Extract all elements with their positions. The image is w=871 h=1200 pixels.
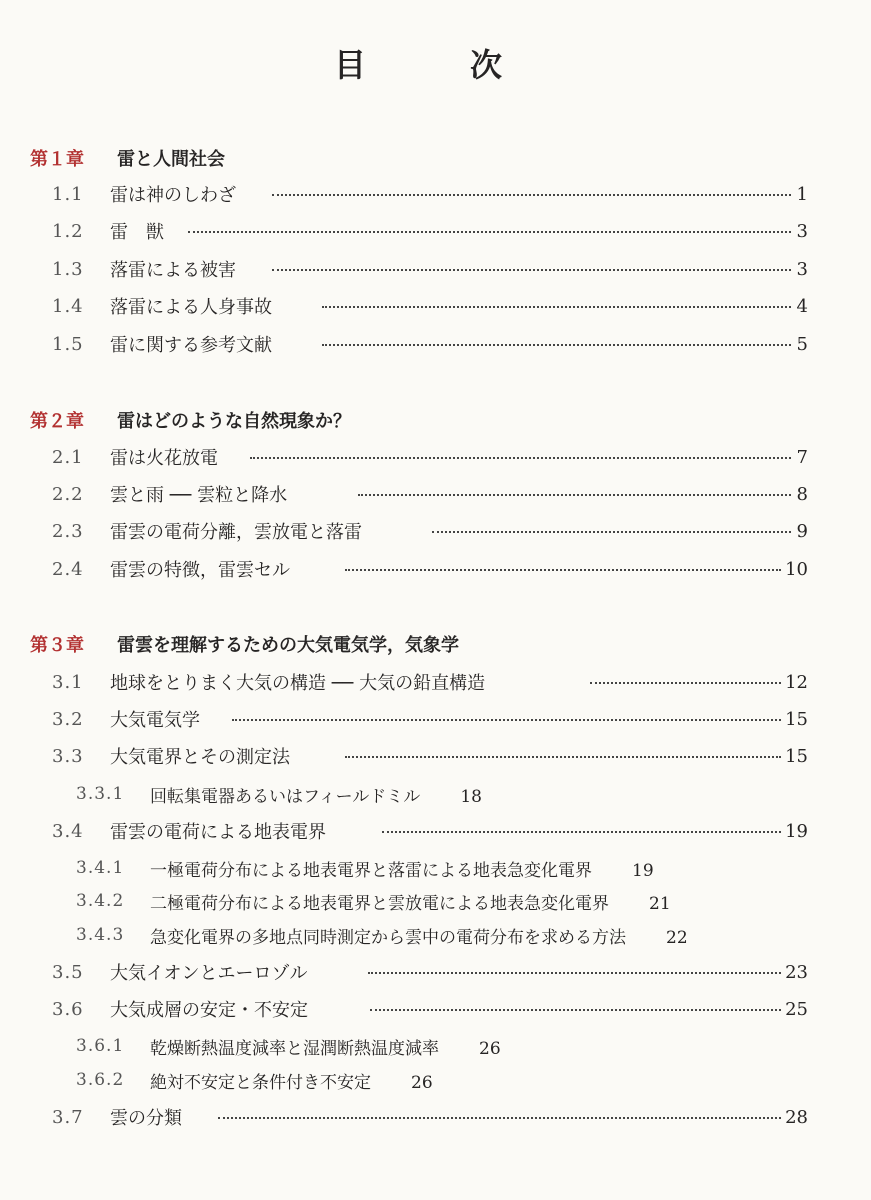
subsection-title: 一極電荷分布による地表電界と落雷による地表急変化電界 19 [150,860,654,881]
section-title: 雷雲の電荷による地表電界 [110,822,326,843]
toc-chapter-3[interactable] [0,629,871,659]
subsection-number: 3.6.2 [76,1070,125,1090]
toc-entry-3-6-1[interactable] [0,1031,871,1061]
toc-entry-2-1[interactable] [0,442,871,472]
toc-entry-3-7[interactable] [0,1102,871,1132]
subsection-title: 絶対不安定と条件付き不安定 26 [150,1072,433,1093]
toc-entry-3-3-1[interactable] [0,779,871,809]
subsection-title: 二極電荷分布による地表電界と雲放電による地表急変化電界 21 [150,893,671,914]
page-number: 1 [796,183,808,205]
toc-entry-1-2[interactable] [0,216,871,246]
page-number: 15 [785,745,808,767]
dot-leader [322,306,791,308]
toc-entry-1-4[interactable] [0,291,871,321]
page-number: 22 [666,927,688,948]
toc-entry-3-4-3[interactable] [0,920,871,950]
subsection-title: 回転集電器あるいはフィールドミル 18 [150,786,482,807]
subsection-number: 3.4.3 [76,925,125,945]
toc-entry-2-2[interactable] [0,479,871,509]
section-number: 3.1 [52,671,84,693]
section-number: 3.6 [52,998,84,1020]
page-number: 10 [785,558,808,580]
toc-chapter-1[interactable] [0,143,871,173]
section-number: 2.3 [52,520,84,542]
title-char-1: 目 [334,46,367,84]
subsection-number: 3.4.1 [76,858,125,878]
toc-entry-3-4-1[interactable] [0,853,871,883]
dot-leader [188,231,791,233]
page-number: 28 [785,1106,808,1128]
dot-leader [368,972,781,974]
dot-leader [345,756,781,758]
toc-entry-1-5[interactable] [0,329,871,359]
chapter-title: 雷はどのような自然現象か？ [117,411,351,432]
chapter-title: 雷雲を理解するための大気電気学，気象学 [117,635,459,656]
page-number: 26 [411,1072,433,1093]
section-title: 雷雲の特徴，雷雲セル [110,560,290,581]
toc-entry-1-1[interactable] [0,179,871,209]
page-number: 26 [479,1038,501,1059]
section-number: 1.4 [52,295,84,317]
section-title: 大気電界とその測定法 [110,747,290,768]
section-number: 3.4 [52,820,84,842]
toc-chapter-2[interactable] [0,405,871,435]
toc-entry-3-2[interactable] [0,704,871,734]
section-title: 地球をとりまく大気の構造 ── 大気の鉛直構造 [110,673,486,694]
section-title: 雷 獣 [110,222,164,243]
section-number: 2.2 [52,483,84,505]
section-title: 雷雲の電荷分離，雲放電と落雷 [110,522,362,543]
section-number: 3.5 [52,961,84,983]
page-number: 12 [785,671,808,693]
page-number: 3 [796,220,808,242]
dot-leader [590,682,781,684]
section-title: 大気成層の安定・不安定 [110,1000,308,1021]
section-number: 1.5 [52,333,84,355]
section-title: 落雷による被害 [110,260,236,281]
page-number: 19 [785,820,808,842]
dot-leader [432,531,791,533]
section-number: 1.1 [52,183,84,205]
page-number: 18 [460,786,482,807]
dot-leader [382,831,781,833]
subsection-title: 急変化電界の多地点同時測定から雲中の電荷分布を求める方法 22 [150,927,688,948]
title-char-2: 次 [470,46,503,84]
dot-leader [218,1117,781,1119]
page-number: 4 [796,295,808,317]
toc-entry-1-3[interactable] [0,254,871,284]
section-number: 1.3 [52,258,84,280]
dot-leader [345,569,781,571]
section-number: 3.3 [52,745,84,767]
section-title: 大気電気学 [110,710,200,731]
page-number: 21 [649,893,671,914]
subsection-title: 乾燥断熱温度減率と湿潤断熱温度減率 26 [150,1038,501,1059]
toc-entry-3-4[interactable] [0,816,871,846]
page-number: 3 [796,258,808,280]
toc-entry-2-3[interactable] [0,516,871,546]
chapter-title: 雷と人間社会 [117,149,225,170]
toc-entry-3-6-2[interactable] [0,1065,871,1095]
page-number: 8 [796,483,808,505]
section-title: 雲と雨 ── 雲粒と降水 [110,485,288,506]
page-number: 7 [796,446,808,468]
section-title: 雷は神のしわざ [110,185,236,206]
dot-leader [250,457,791,459]
page-number: 23 [785,961,808,983]
toc-entry-3-3[interactable] [0,741,871,771]
page-number: 9 [796,520,808,542]
chapter-number: 第１章 [30,149,84,170]
page-number: 19 [632,860,654,881]
section-title: 大気イオンとエーロゾル [110,963,308,984]
section-number: 2.4 [52,558,84,580]
dot-leader [358,494,791,496]
dot-leader [322,344,791,346]
section-number: 3.7 [52,1106,84,1128]
section-title: 落雷による人身事故 [110,297,272,318]
toc-entry-3-1[interactable] [0,667,871,697]
page-number: 5 [796,333,808,355]
toc-entry-2-4[interactable] [0,554,871,584]
chapter-number: 第３章 [30,635,84,656]
section-title: 雷に関する参考文献 [110,335,272,356]
toc-entry-3-5[interactable] [0,957,871,987]
page-number: 15 [785,708,808,730]
dot-leader [272,269,791,271]
section-title: 雷は火花放電 [110,448,218,469]
section-number: 2.1 [52,446,84,468]
toc-entry-3-4-2[interactable] [0,886,871,916]
section-number: 1.2 [52,220,84,242]
section-title: 雲の分類 [110,1108,182,1129]
toc-entry-3-6[interactable] [0,994,871,1024]
subsection-number: 3.4.2 [76,891,125,911]
chapter-number: 第２章 [30,411,84,432]
dot-leader [232,719,781,721]
page-number: 25 [785,998,808,1020]
subsection-number: 3.6.1 [76,1036,125,1056]
dot-leader [272,194,791,196]
section-number: 3.2 [52,708,84,730]
dot-leader [370,1009,781,1011]
subsection-number: 3.3.1 [76,784,125,804]
